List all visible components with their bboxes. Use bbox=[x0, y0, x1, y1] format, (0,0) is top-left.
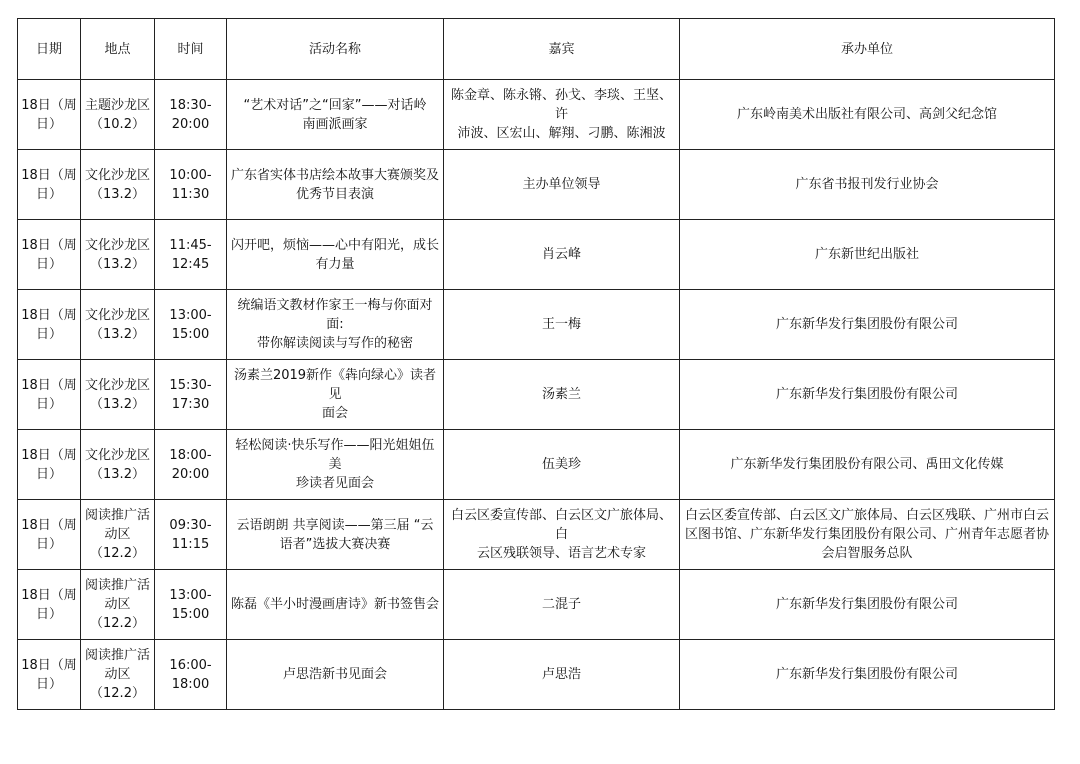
cell-line: 18日（周 bbox=[21, 167, 77, 183]
cell-line: （12.2） bbox=[90, 686, 145, 701]
cell-guests bbox=[444, 80, 680, 150]
cell-line: 15:00 bbox=[171, 606, 210, 622]
cell-line: 广东新世纪出版社 bbox=[814, 247, 919, 262]
cell-guests bbox=[444, 360, 680, 430]
cell-time bbox=[155, 430, 227, 500]
cell-date bbox=[18, 150, 81, 220]
cell-line: 云区残联领导、语言艺术专家 bbox=[476, 546, 646, 561]
cell-line: 18:00- bbox=[169, 447, 212, 463]
cell-line: 广东新华发行集团股份有限公司 bbox=[775, 597, 958, 612]
cell-line: 白云区委宣传部、白云区文广旅体局、白 bbox=[450, 508, 672, 542]
cell-line: 日） bbox=[35, 256, 62, 272]
cell-time bbox=[155, 500, 227, 570]
cell-line: （13.2） bbox=[90, 466, 145, 482]
cell-event bbox=[227, 80, 444, 150]
cell-line: 动区 bbox=[104, 667, 131, 682]
cell-line: 阅读推广活 bbox=[84, 648, 150, 663]
cell-line: 20:00 bbox=[171, 116, 210, 132]
cell-line: 18日（周 bbox=[21, 657, 77, 673]
cell-organizer bbox=[680, 220, 1055, 290]
cell-line: 12:45 bbox=[171, 256, 210, 272]
header-row bbox=[18, 19, 1055, 80]
cell-line: 11:45- bbox=[169, 237, 212, 253]
cell-line: 18:30- bbox=[169, 97, 212, 113]
cell-line: 白云区委宣传部、白云区文广旅体局、白云区残联、广州市白云 bbox=[684, 508, 1049, 523]
cell-venue bbox=[81, 640, 155, 710]
cell-line: 语者”选拔大赛决赛 bbox=[279, 536, 391, 552]
schedule-table bbox=[17, 18, 1055, 710]
cell-line: 阅读推广活 bbox=[84, 508, 150, 523]
table-row bbox=[18, 570, 1055, 640]
cell-line: 18日（周 bbox=[21, 237, 77, 253]
cell-line: 卢思浩新书见面会 bbox=[282, 667, 387, 682]
cell-line: 日） bbox=[35, 676, 62, 692]
cell-event bbox=[227, 360, 444, 430]
cell-organizer bbox=[680, 290, 1055, 360]
cell-line: 13:00- bbox=[169, 307, 212, 323]
header-time: 时间 bbox=[155, 19, 227, 80]
cell-line: 广东新华发行集团股份有限公司、禹田文化传媒 bbox=[730, 457, 1004, 472]
cell-line: （10.2） bbox=[90, 116, 145, 132]
cell-guests bbox=[444, 430, 680, 500]
cell-event bbox=[227, 570, 444, 640]
cell-venue bbox=[81, 290, 155, 360]
cell-line: 陈磊《半小时漫画唐诗》新书签售会 bbox=[230, 597, 439, 612]
cell-line: 日） bbox=[35, 326, 62, 342]
cell-line: 20:00 bbox=[171, 466, 210, 482]
cell-line: 文化沙龙区 bbox=[84, 167, 150, 183]
cell-line: 日） bbox=[35, 186, 62, 202]
cell-line: 18日（周 bbox=[21, 307, 77, 323]
cell-line: （13.2） bbox=[90, 256, 145, 272]
cell-line: 文化沙龙区 bbox=[84, 307, 150, 323]
cell-line: 18:00 bbox=[171, 676, 210, 692]
cell-time bbox=[155, 150, 227, 220]
cell-guests bbox=[444, 150, 680, 220]
cell-event bbox=[227, 430, 444, 500]
cell-line: 广东新华发行集团股份有限公司 bbox=[775, 317, 958, 332]
cell-line: 优秀节目表演 bbox=[295, 186, 374, 202]
cell-line: 11:15 bbox=[171, 536, 210, 552]
cell-organizer bbox=[680, 500, 1055, 570]
cell-line: 日） bbox=[35, 466, 62, 482]
cell-line: 伍美珍 bbox=[541, 457, 581, 472]
cell-venue bbox=[81, 80, 155, 150]
table-row bbox=[18, 150, 1055, 220]
cell-line: 面会 bbox=[321, 406, 348, 421]
header-date: 日期 bbox=[18, 19, 81, 80]
table-row bbox=[18, 220, 1055, 290]
cell-line: 18日（周 bbox=[21, 587, 77, 603]
cell-date bbox=[18, 500, 81, 570]
cell-venue bbox=[81, 500, 155, 570]
cell-line: 文化沙龙区 bbox=[84, 377, 150, 393]
cell-line: 广东省实体书店绘本故事大赛颁奖及 bbox=[230, 167, 439, 183]
cell-date bbox=[18, 220, 81, 290]
cell-line: 广东新华发行集团股份有限公司 bbox=[775, 387, 958, 402]
table-row bbox=[18, 360, 1055, 430]
cell-guests bbox=[444, 500, 680, 570]
cell-guests bbox=[444, 290, 680, 360]
cell-event bbox=[227, 150, 444, 220]
cell-guests bbox=[444, 220, 680, 290]
cell-venue bbox=[81, 430, 155, 500]
cell-line: 有力量 bbox=[315, 256, 355, 272]
cell-guests bbox=[444, 640, 680, 710]
cell-line: 16:00- bbox=[169, 657, 212, 673]
cell-event bbox=[227, 290, 444, 360]
table-row bbox=[18, 500, 1055, 570]
cell-time bbox=[155, 360, 227, 430]
cell-line: 会启智服务总队 bbox=[821, 546, 913, 561]
cell-line: 汤素兰 bbox=[541, 387, 581, 402]
header-venue: 地点 bbox=[81, 19, 155, 80]
table-row bbox=[18, 80, 1055, 150]
cell-line: 15:00 bbox=[171, 326, 210, 342]
table-row bbox=[18, 640, 1055, 710]
cell-event bbox=[227, 640, 444, 710]
cell-date bbox=[18, 360, 81, 430]
cell-line: 18日（周 bbox=[21, 377, 77, 393]
cell-line: 珍读者见面会 bbox=[295, 476, 374, 491]
cell-line: 二混子 bbox=[541, 597, 581, 612]
cell-line: 阅读推广活 bbox=[84, 578, 150, 593]
cell-line: （13.2） bbox=[90, 186, 145, 202]
cell-line: 卢思浩 bbox=[541, 667, 581, 682]
cell-organizer bbox=[680, 150, 1055, 220]
cell-line: 汤素兰2019新作《犇向绿心》读者见 bbox=[233, 368, 437, 402]
cell-line: 带你解读阅读与写作的秘密 bbox=[256, 336, 413, 351]
cell-organizer bbox=[680, 430, 1055, 500]
cell-date bbox=[18, 640, 81, 710]
cell-line: 区图书馆、广东新华发行集团股份有限公司、广州青年志愿者协 bbox=[684, 527, 1049, 542]
cell-venue bbox=[81, 570, 155, 640]
cell-event bbox=[227, 220, 444, 290]
cell-line: 17:30 bbox=[171, 396, 210, 412]
cell-organizer bbox=[680, 570, 1055, 640]
cell-time bbox=[155, 220, 227, 290]
cell-line: 文化沙龙区 bbox=[84, 237, 150, 253]
cell-line: 18日（周 bbox=[21, 97, 77, 113]
cell-date bbox=[18, 430, 81, 500]
table-body bbox=[18, 80, 1055, 710]
cell-line: （12.2） bbox=[90, 616, 145, 631]
cell-line: 王一梅 bbox=[541, 317, 581, 332]
header-guests: 嘉宾 bbox=[444, 19, 680, 80]
cell-line: “艺术对话”之“回家”——对话岭 bbox=[243, 97, 427, 113]
cell-line: 11:30 bbox=[171, 186, 210, 202]
cell-organizer bbox=[680, 80, 1055, 150]
cell-line: 肖云峰 bbox=[541, 247, 581, 262]
cell-line: （12.2） bbox=[90, 546, 145, 561]
cell-event bbox=[227, 500, 444, 570]
table-row bbox=[18, 290, 1055, 360]
cell-line: 南画派画家 bbox=[302, 116, 368, 132]
header-organizer: 承办单位 bbox=[680, 19, 1055, 80]
cell-line: 15:30- bbox=[169, 377, 212, 393]
cell-line: 主题沙龙区 bbox=[84, 97, 150, 113]
cell-line: 文化沙龙区 bbox=[84, 447, 150, 463]
cell-line: （13.2） bbox=[90, 326, 145, 342]
cell-line: 18日（周 bbox=[21, 517, 77, 533]
cell-line: 广东新华发行集团股份有限公司 bbox=[775, 667, 958, 682]
cell-time bbox=[155, 80, 227, 150]
cell-time bbox=[155, 290, 227, 360]
cell-venue bbox=[81, 150, 155, 220]
cell-line: 陈金章、陈永锵、孙戈、李琰、王坚、许 bbox=[450, 88, 672, 122]
cell-organizer bbox=[680, 640, 1055, 710]
cell-line: 动区 bbox=[104, 527, 131, 542]
cell-organizer bbox=[680, 360, 1055, 430]
cell-line: 轻松阅读·快乐写作——阳光姐姐伍美 bbox=[235, 438, 435, 472]
cell-line: 日） bbox=[35, 396, 62, 412]
cell-line: 18日（周 bbox=[21, 447, 77, 463]
cell-line: 统编语文教材作家王一梅与你面对面: bbox=[237, 298, 433, 332]
cell-date bbox=[18, 570, 81, 640]
cell-line: 日） bbox=[35, 536, 62, 552]
cell-venue bbox=[81, 360, 155, 430]
cell-guests bbox=[444, 570, 680, 640]
cell-line: 09:30- bbox=[169, 517, 212, 533]
cell-line: （13.2） bbox=[90, 396, 145, 412]
cell-line: 13:00- bbox=[169, 587, 212, 603]
cell-line: 日） bbox=[35, 116, 62, 132]
cell-line: 主办单位领导 bbox=[522, 177, 601, 192]
cell-line: 闪开吧，烦恼——心中有阳光，成长 bbox=[230, 237, 439, 253]
cell-line: 日） bbox=[35, 606, 62, 622]
header-event: 活动名称 bbox=[227, 19, 444, 80]
cell-time bbox=[155, 640, 227, 710]
cell-time bbox=[155, 570, 227, 640]
table-row bbox=[18, 430, 1055, 500]
cell-date bbox=[18, 80, 81, 150]
cell-line: 10:00- bbox=[169, 167, 212, 183]
cell-date bbox=[18, 290, 81, 360]
cell-line: 广东省书报刊发行业协会 bbox=[795, 177, 939, 192]
cell-venue bbox=[81, 220, 155, 290]
cell-line: 沛波、区宏山、解翔、刁鹏、陈湘波 bbox=[457, 126, 666, 141]
cell-line: 动区 bbox=[104, 597, 131, 612]
cell-line: 云语朗朗 共享阅读——第三届 “云 bbox=[236, 517, 434, 533]
cell-line: 广东岭南美术出版社有限公司、高剑父纪念馆 bbox=[736, 107, 997, 122]
